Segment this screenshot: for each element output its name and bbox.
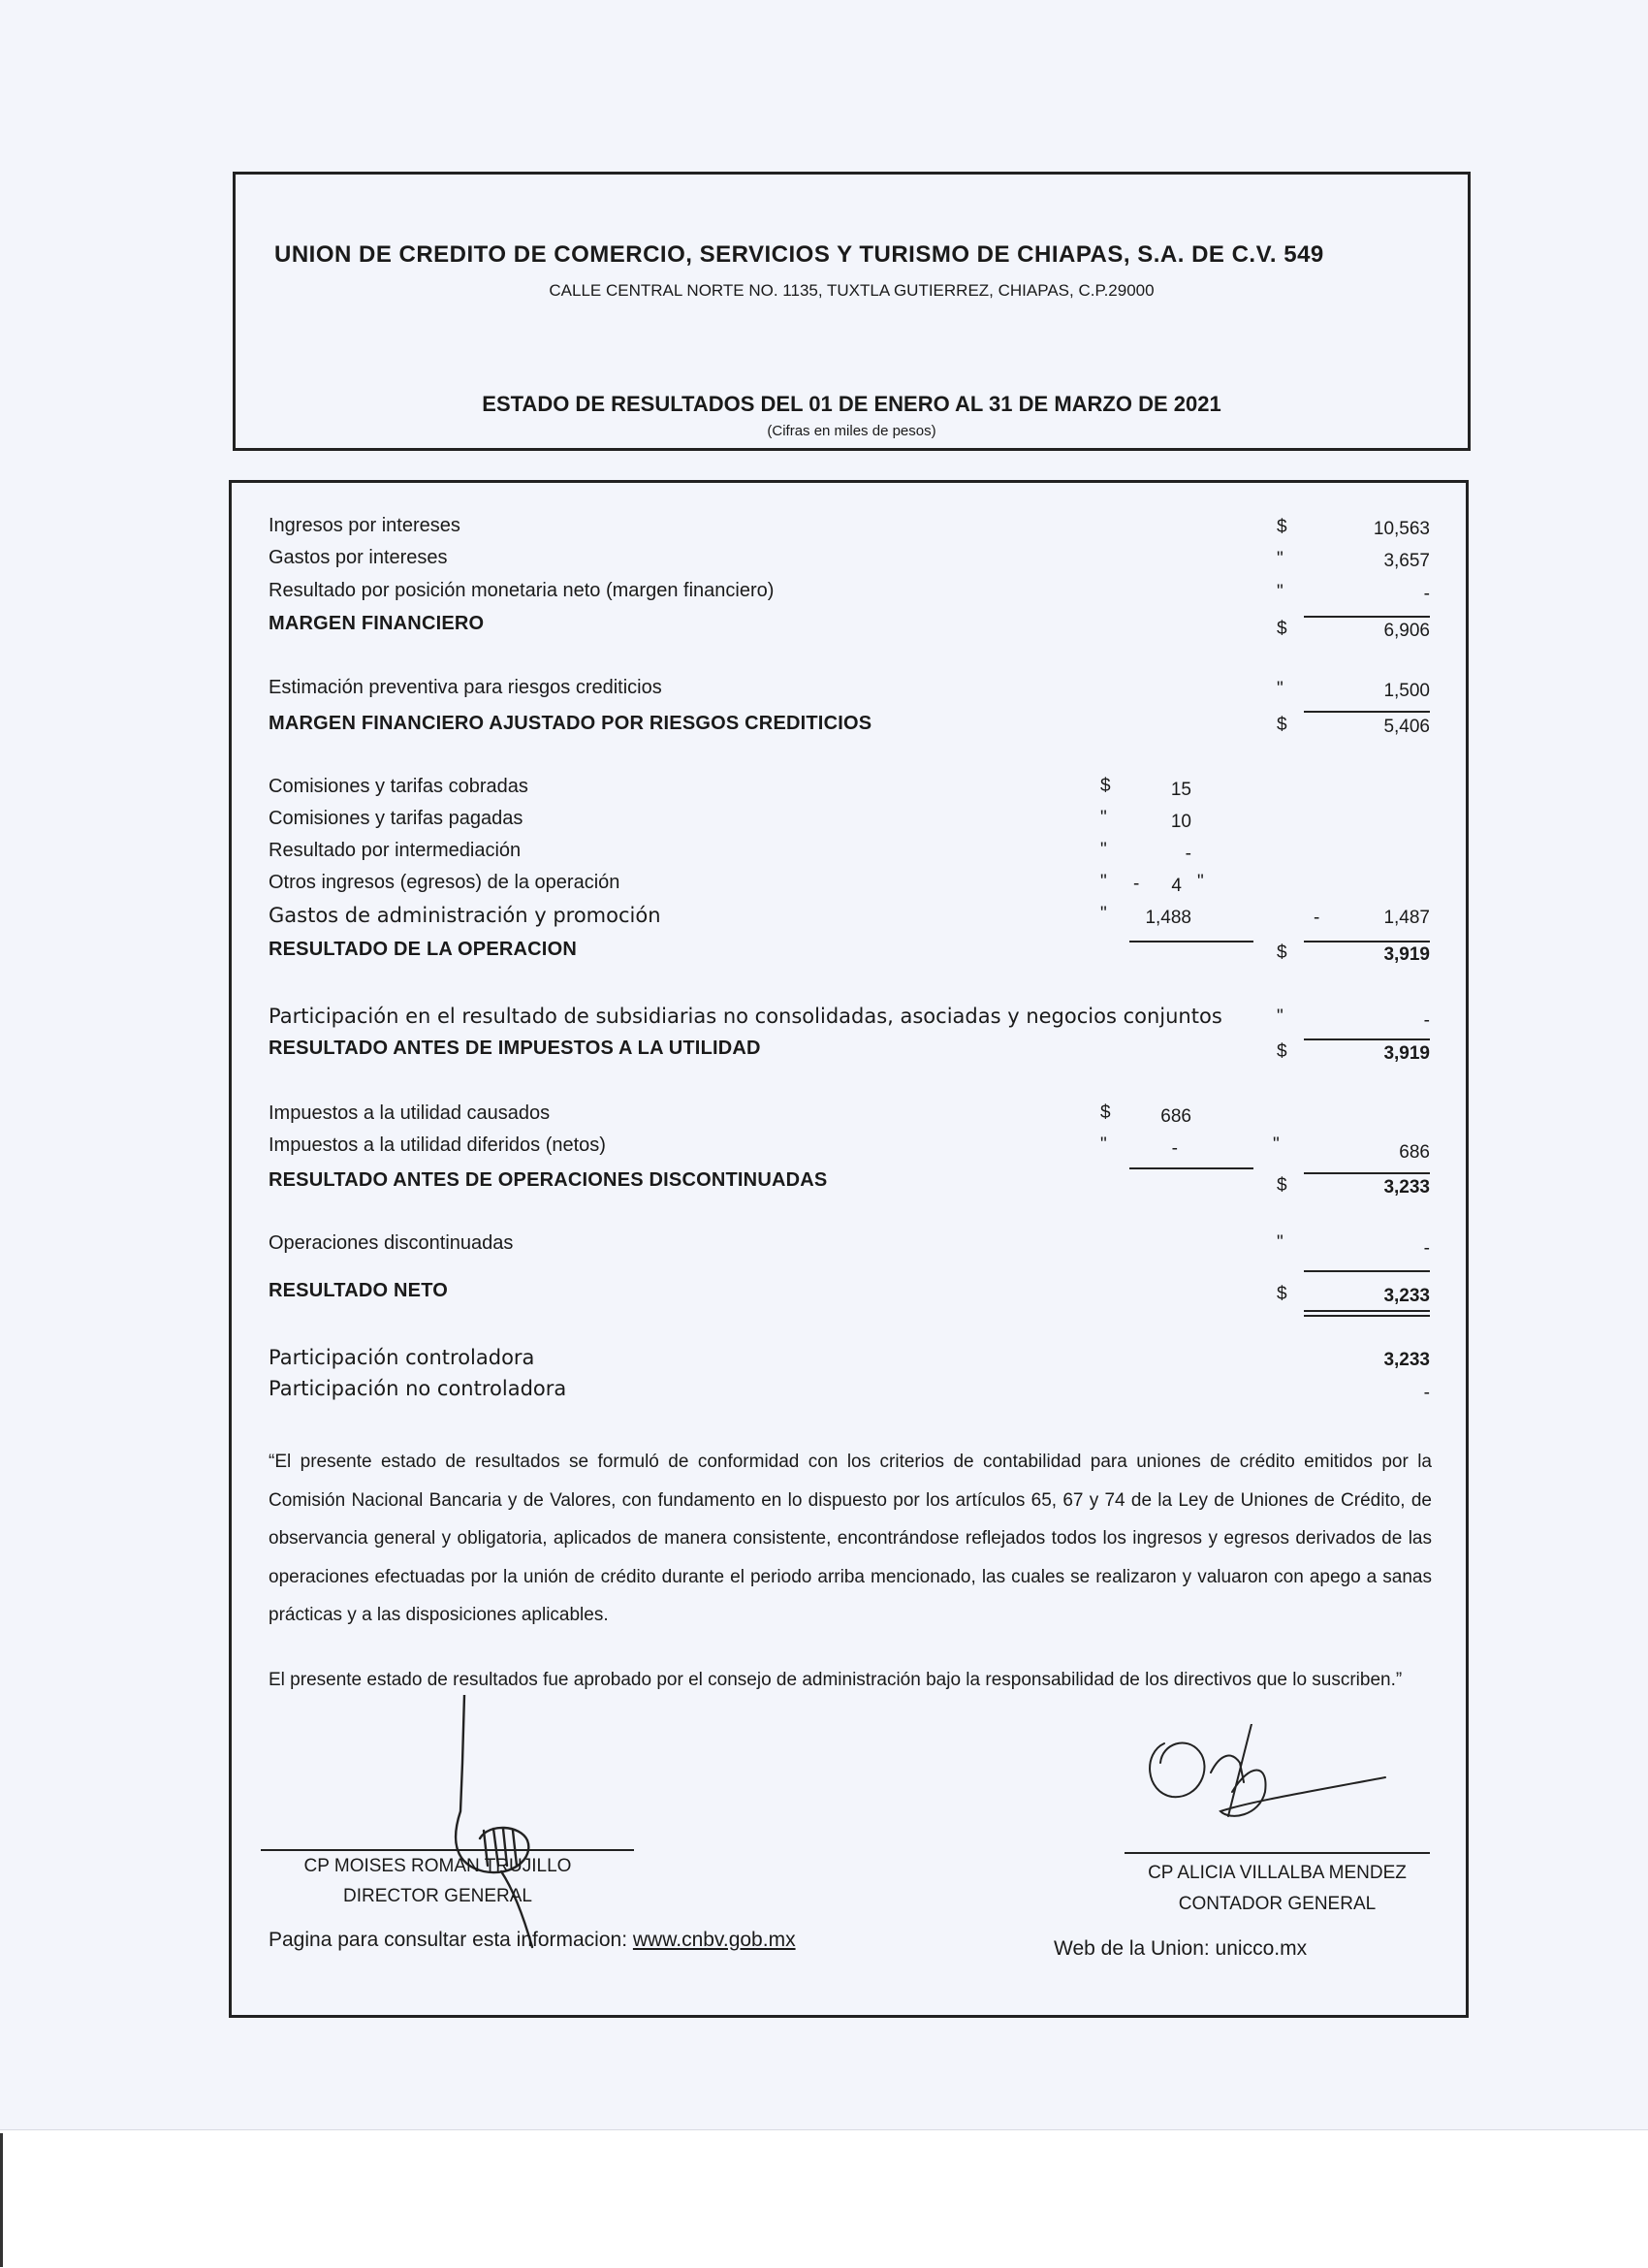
row-label: Impuestos a la utilidad causados xyxy=(269,1102,551,1124)
row-value: - xyxy=(1423,584,1430,604)
row-value: 10,563 xyxy=(1373,519,1430,539)
ditto-mark: " xyxy=(1100,840,1107,860)
row-comisiones-cobradas xyxy=(232,776,1466,805)
row-label: Gastos de administración y promoción xyxy=(269,904,661,927)
row-label: Comisiones y tarifas cobradas xyxy=(269,776,528,797)
row-participacion-subsidiarias xyxy=(232,1005,1466,1034)
right-signatory-name: CP ALICIA VILLALBA MENDEZ xyxy=(1148,1863,1407,1883)
subtotal-rule xyxy=(1304,1270,1430,1272)
row-total-value: 1,487 xyxy=(1383,908,1430,928)
row-participacion-no-controladora xyxy=(232,1377,1466,1406)
ditto-mark: " xyxy=(1100,872,1107,892)
row-label: Gastos por intereses xyxy=(269,547,448,568)
row-intermediacion xyxy=(232,840,1466,869)
total-double-rule xyxy=(1304,1310,1430,1317)
row-label: RESULTADO ANTES DE IMPUESTOS A LA UTILIDAD xyxy=(269,1038,761,1059)
row-label: Operaciones discontinuadas xyxy=(269,1232,514,1254)
row-value: 1,500 xyxy=(1383,681,1430,701)
row-gastos-intereses xyxy=(232,547,1466,576)
row-value: - xyxy=(1185,844,1191,864)
row-label: MARGEN FINANCIERO xyxy=(269,613,485,634)
row-operaciones-discontinuadas xyxy=(232,1232,1466,1262)
statement-subtitle: (Cifras en miles de pesos) xyxy=(767,423,936,439)
row-label: Resultado por intermediación xyxy=(269,840,522,861)
company-name: UNION DE CREDITO DE COMERCIO, SERVICIOS Y TURISMO DE CHIAPAS, S.A. DE C.V. 549 xyxy=(274,241,1324,268)
statement-title: ESTADO DE RESULTADOS DEL 01 DE ENERO AL 31 DE MARZO DE 2021 xyxy=(482,392,1221,416)
consult-info xyxy=(269,1929,796,1952)
currency-symbol: $ xyxy=(1277,715,1287,735)
row-label: Otros ingresos (egresos) de la operación xyxy=(269,872,620,893)
negative-sign: - xyxy=(1133,874,1140,894)
right-signature-line xyxy=(1125,1852,1430,1854)
row-margen-ajustado xyxy=(232,713,1466,742)
row-ingresos-intereses xyxy=(232,515,1466,544)
scan-edge-mark xyxy=(0,2133,3,2267)
row-value: 1,488 xyxy=(1145,908,1191,928)
company-address: CALLE CENTRAL NORTE NO. 1135, TUXTLA GUTIERREZ, CHIAPAS, C.P.29000 xyxy=(549,281,1155,300)
legal-note: “El presente estado de resultados se formuló de conformidad con los criterios de contabilidad para uniones de crédito emitidos por la Comisión Nacional Bancaria y de Valores, con fundamento en lo dispuesto por los artículos 65, 67 y 74 de la Ley de Uniones de Crédito, de observancia general y obligatoria, aplicados de manera consistente, encontrándose reflejados todos los ingresos y egresos derivados de las operaciones efectuadas por la unión de crédito durante el periodo arriba mencionado, las cuales se realizaron y valuaron con apego a sanas prácticas y a las disposiciones aplicables. xyxy=(269,1452,1432,1625)
row-label: Estimación preventiva para riesgos crediticios xyxy=(269,677,662,698)
row-value: 5,406 xyxy=(1383,717,1430,737)
ditto-mark: " xyxy=(1277,549,1284,569)
union-web-info: Web de la Union: unicco.mx xyxy=(1054,1937,1308,1960)
row-value: 3,233 xyxy=(1383,1177,1430,1198)
ditto-mark: " xyxy=(1277,1006,1284,1027)
row-label: Comisiones y tarifas pagadas xyxy=(269,808,523,829)
left-signature-scribble xyxy=(445,1695,610,1957)
row-impuestos-diferidos xyxy=(232,1134,1466,1164)
row-value: 6,906 xyxy=(1383,621,1430,641)
statement-body xyxy=(229,480,1469,2018)
currency-symbol: $ xyxy=(1277,1041,1287,1062)
row-value: 3,657 xyxy=(1383,551,1430,571)
row-value: 3,919 xyxy=(1383,944,1430,965)
row-gastos-admin xyxy=(232,904,1466,933)
row-participacion-controladora xyxy=(232,1346,1466,1375)
ditto-mark: " xyxy=(1100,1134,1107,1155)
row-otros-ingresos xyxy=(232,872,1466,901)
row-impuestos-causados xyxy=(232,1102,1466,1132)
row-label: Resultado por posición monetaria neto (margen financiero) xyxy=(269,580,775,601)
row-value: 3,233 xyxy=(1383,1350,1430,1370)
row-value: 3,233 xyxy=(1383,1286,1430,1306)
row-value: 686 xyxy=(1160,1106,1191,1127)
row-label: Ingresos por intereses xyxy=(269,515,460,536)
row-posicion-monetaria xyxy=(232,580,1466,609)
row-label: RESULTADO NETO xyxy=(269,1280,449,1301)
right-signatory-title: CONTADOR GENERAL xyxy=(1178,1894,1377,1914)
ditto-mark: " xyxy=(1277,1232,1284,1253)
ditto-mark: " xyxy=(1277,679,1284,699)
scan-page-edge xyxy=(0,2129,1648,2268)
row-label: Participación no controladora xyxy=(269,1377,567,1400)
right-signature-scribble xyxy=(1143,1724,1434,1850)
row-value: - xyxy=(1423,1238,1430,1259)
header-box xyxy=(233,172,1471,451)
row-resultado-operacion xyxy=(232,939,1466,968)
row-label: Participación controladora xyxy=(269,1346,535,1369)
ditto-mark: " xyxy=(1273,1134,1280,1155)
left-signatory-title: DIRECTOR GENERAL xyxy=(343,1886,532,1906)
currency-symbol: $ xyxy=(1277,1175,1287,1196)
row-label: RESULTADO ANTES DE OPERACIONES DISCONTINUADAS xyxy=(269,1169,828,1191)
row-label: RESULTADO DE LA OPERACION xyxy=(269,939,577,960)
currency-symbol: $ xyxy=(1100,1102,1111,1123)
consult-label: Pagina para consultar esta informacion: xyxy=(269,1929,633,1951)
row-label: Participación en el resultado de subsidiarias no consolidadas, asociadas y negocios conjuntos xyxy=(269,1005,1222,1028)
row-resultado-antes-discontinuadas xyxy=(232,1169,1466,1198)
ditto-mark: " xyxy=(1100,904,1107,924)
currency-symbol: $ xyxy=(1277,1284,1287,1304)
row-total-value: 686 xyxy=(1399,1142,1430,1163)
cnbv-link[interactable]: www.cnbv.gob.mx xyxy=(632,1929,796,1951)
row-estimacion xyxy=(232,677,1466,706)
row-value: 3,919 xyxy=(1383,1043,1430,1064)
ditto-mark: " xyxy=(1100,808,1107,828)
row-value: 10 xyxy=(1170,812,1191,832)
ditto-mark: " xyxy=(1197,872,1204,892)
row-margen-financiero xyxy=(232,613,1466,642)
row-value: - xyxy=(1423,1383,1430,1403)
currency-symbol: $ xyxy=(1277,942,1287,963)
row-value: - xyxy=(1423,1010,1430,1031)
ditto-mark: " xyxy=(1277,582,1284,602)
currency-symbol: $ xyxy=(1100,776,1111,796)
left-signature-line xyxy=(261,1849,634,1851)
row-label: Impuestos a la utilidad diferidos (netos) xyxy=(269,1134,606,1156)
row-comisiones-pagadas xyxy=(232,808,1466,837)
row-value: 15 xyxy=(1170,780,1191,800)
currency-symbol: $ xyxy=(1277,517,1287,537)
row-label: MARGEN FINANCIERO AJUSTADO POR RIESGOS CREDITICIOS xyxy=(269,713,872,734)
row-resultado-antes-impuestos xyxy=(232,1038,1466,1067)
currency-symbol: $ xyxy=(1277,619,1287,639)
left-signatory-name: CP MOISES ROMAN TRUJILLO xyxy=(303,1856,572,1876)
row-value: 4 xyxy=(1171,876,1182,896)
approval-note: El presente estado de resultados fue aprobado por el consejo de administración bajo la responsabilidad de los directivos que lo suscriben.” xyxy=(269,1670,1403,1690)
negative-sign: - xyxy=(1314,908,1320,928)
row-value: - xyxy=(1171,1138,1178,1159)
row-resultado-neto xyxy=(232,1280,1466,1309)
